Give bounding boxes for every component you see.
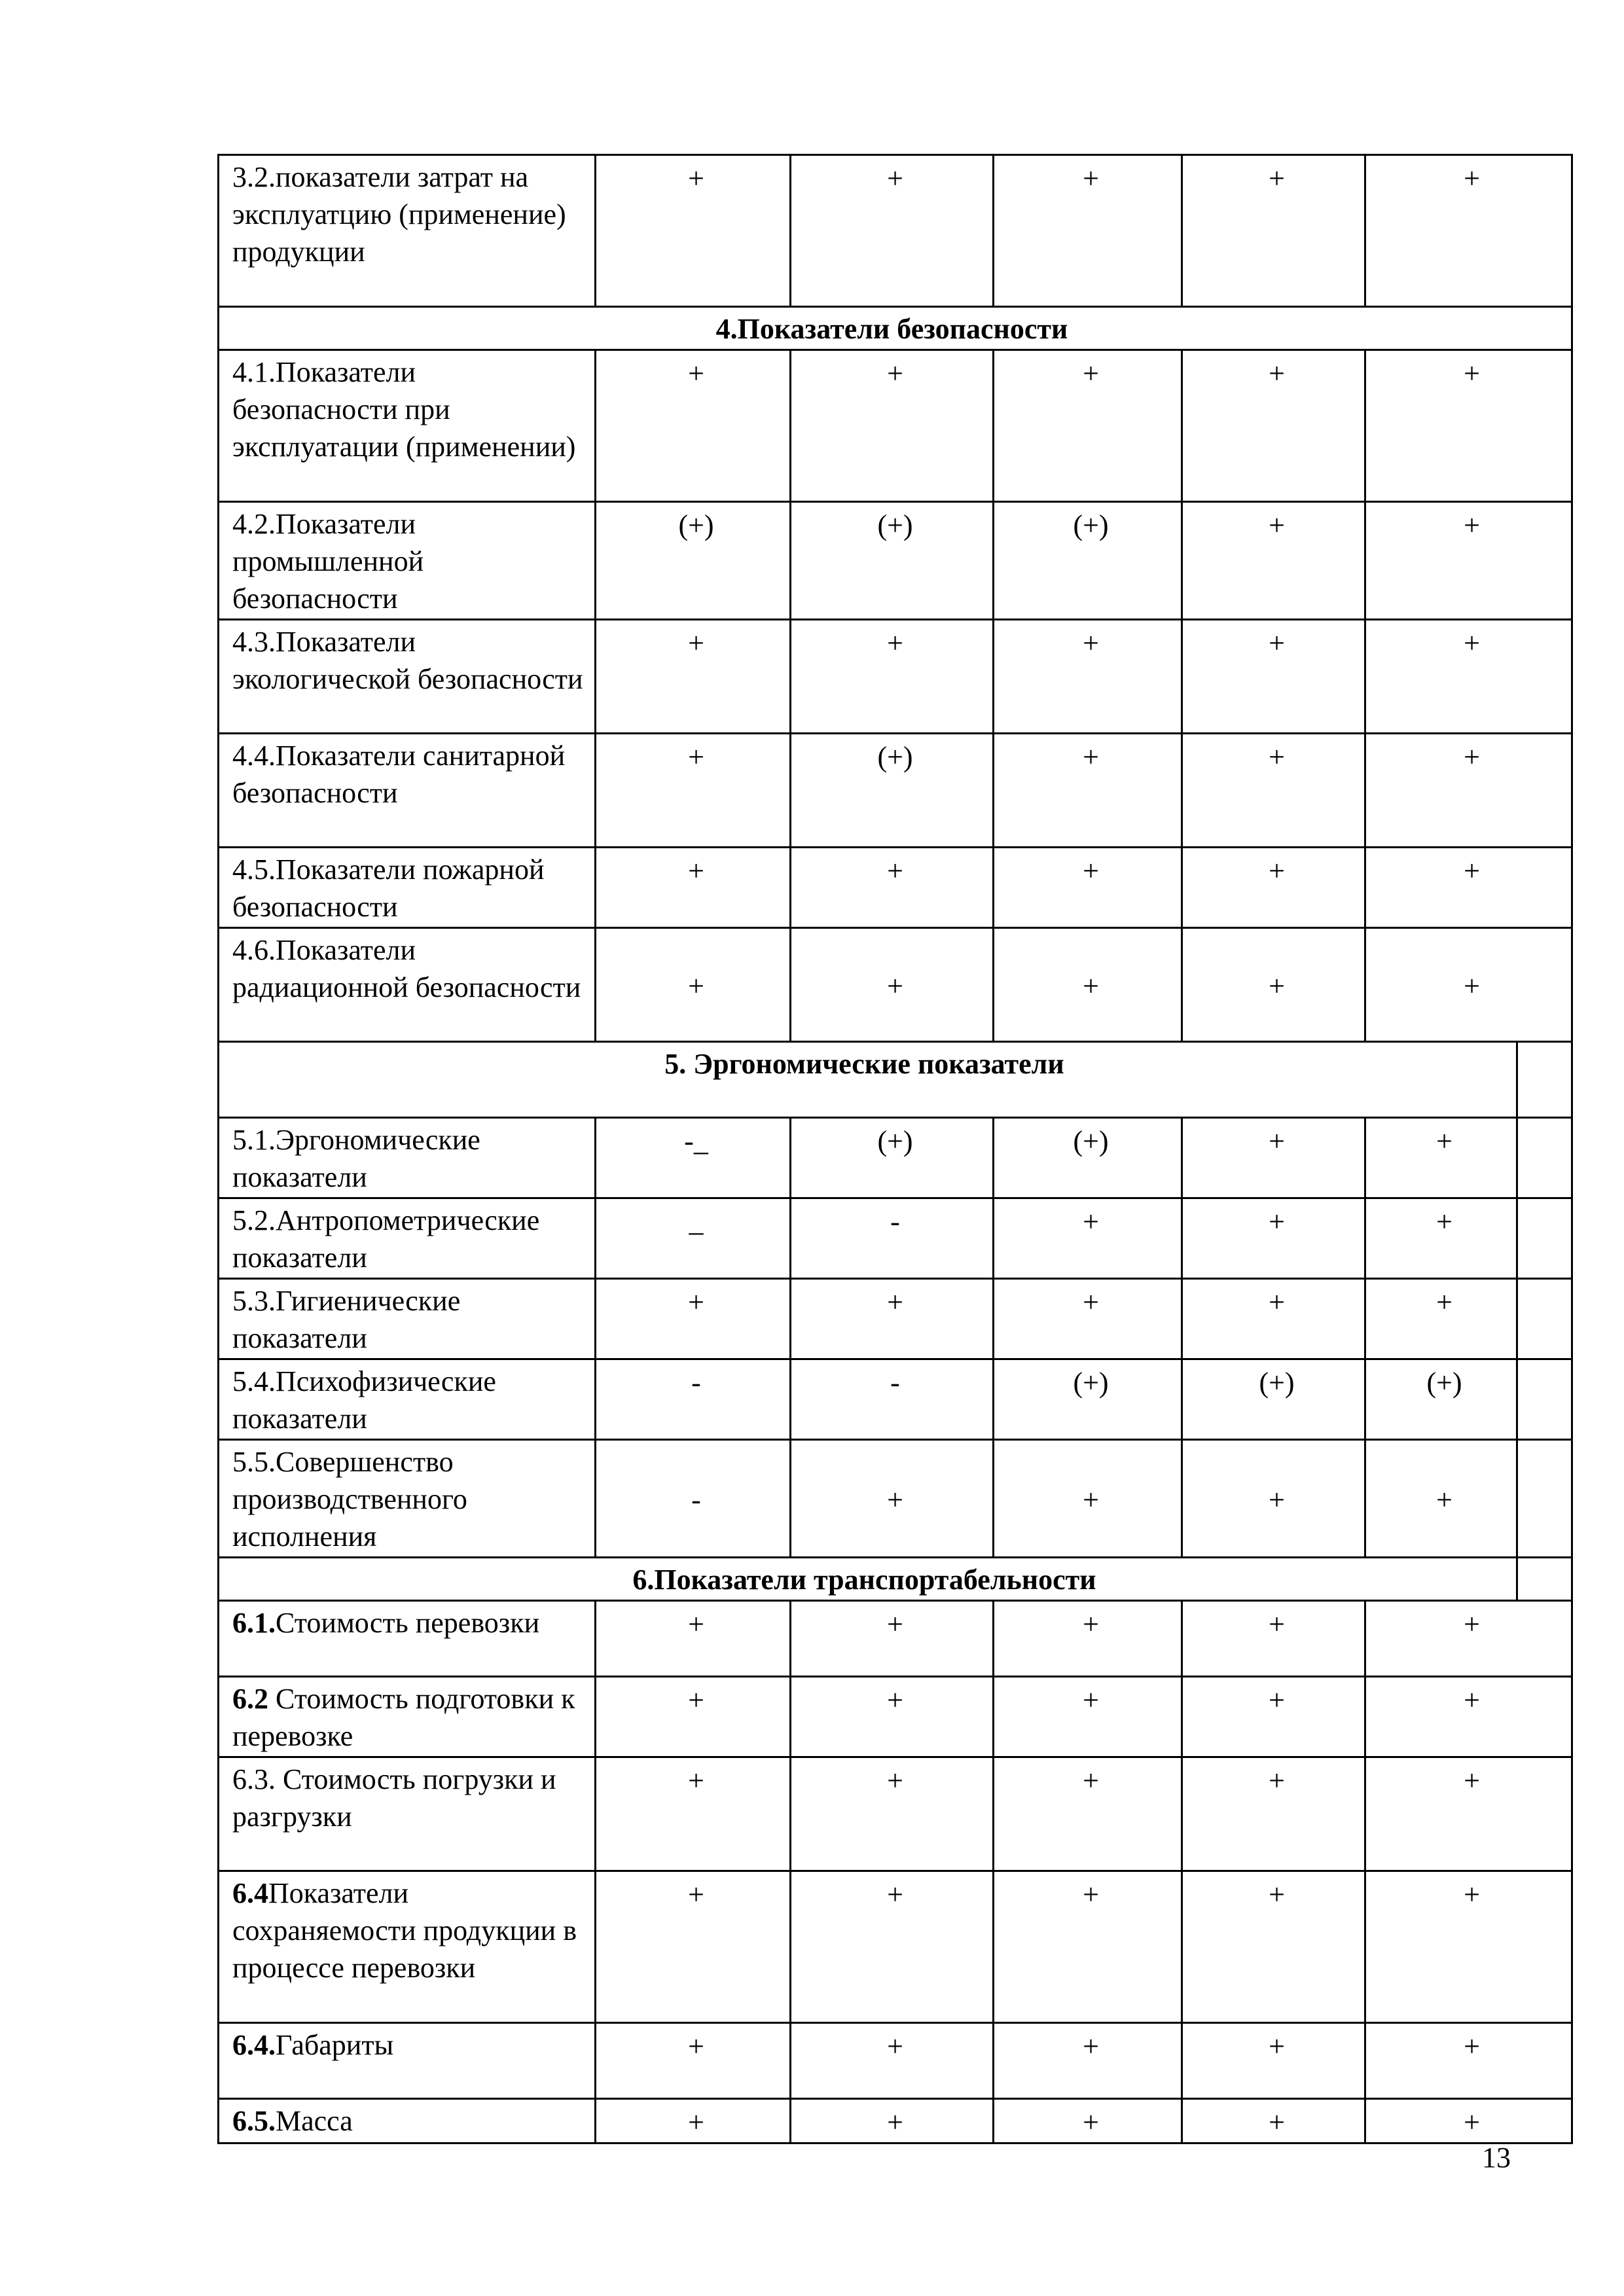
mark-cell: - — [596, 1440, 791, 1558]
row-label-text: 5.1.Эргономические показатели — [232, 1124, 480, 1193]
table-row — [219, 155, 1572, 307]
mark-cell: + — [596, 848, 791, 928]
mark-cell: + — [994, 1198, 1182, 1279]
row-label — [219, 1359, 596, 1440]
mark-cell: + — [791, 928, 994, 1042]
mark-cell: + — [1182, 1871, 1365, 2023]
mark-cell: (+) — [994, 1359, 1182, 1440]
row-label — [219, 1601, 596, 1677]
row-label-text: Масса — [276, 2105, 353, 2137]
table-row — [219, 502, 1572, 620]
section-heading: 6.Показатели транспортабельности — [219, 1558, 1517, 1601]
mark-cell: + — [596, 1757, 791, 1871]
mark-cell: + — [1182, 2023, 1365, 2099]
mark-cell: + — [596, 1871, 791, 2023]
mark-cell: + — [994, 734, 1182, 848]
table-row — [219, 1440, 1572, 1558]
row-label-text: Габариты — [276, 2029, 394, 2061]
mark-cell: + — [1182, 1440, 1365, 1558]
mark-cell: + — [596, 1279, 791, 1359]
section-heading: 4.Показатели безопасности — [219, 307, 1572, 350]
row-label — [219, 2023, 596, 2099]
section-row — [219, 307, 1572, 350]
mark-cell: + — [994, 1757, 1182, 1871]
mark-cell: + — [791, 350, 994, 502]
row-label — [219, 734, 596, 848]
mark-cell: + — [1182, 1118, 1365, 1198]
row-label — [219, 502, 596, 620]
mark-cell: + — [791, 1279, 994, 1359]
mark-cell: + — [1182, 1757, 1365, 1871]
mark-cell: + — [994, 2023, 1182, 2099]
row-label-text: 4.1.Показатели безопасности при эксплуатации (применении) — [232, 356, 576, 463]
table-row — [219, 1118, 1572, 1198]
row-label — [219, 1757, 596, 1871]
mark-cell: + — [596, 1601, 791, 1677]
indicators-table — [217, 154, 1573, 2144]
mark-cell: + — [1182, 848, 1365, 928]
row-label — [219, 155, 596, 307]
row-label — [219, 1871, 596, 2023]
mark-cell: + — [1365, 1279, 1517, 1359]
section-heading: 5. Эргономические показатели — [219, 1042, 1517, 1118]
table-row — [219, 2023, 1572, 2099]
mark-cell: + — [1365, 2099, 1572, 2144]
mark-cell: + — [1365, 1677, 1572, 1757]
mark-cell: (+) — [1182, 1359, 1365, 1440]
table-row — [219, 1677, 1572, 1757]
table-row — [219, 2099, 1572, 2144]
mark-cell: + — [1182, 1198, 1365, 1279]
row-label-text: 4.3.Показатели экологической безопасности — [232, 626, 583, 695]
row-label-text: Стоимость подготовки к перевозке — [232, 1683, 575, 1752]
mark-cell: + — [1182, 1677, 1365, 1757]
mark-cell: + — [1182, 350, 1365, 502]
row-label-text: 5.4.Психофизические показатели — [232, 1365, 496, 1435]
mark-cell: + — [1365, 155, 1572, 307]
mark-cell: (+) — [791, 1118, 994, 1198]
mark-cell: + — [596, 350, 791, 502]
mark-cell: (+) — [994, 502, 1182, 620]
mark-cell: + — [1365, 350, 1572, 502]
row-label-text: 4.4.Показатели санитарной безопасности — [232, 740, 566, 809]
mark-cell: + — [596, 2023, 791, 2099]
extra-cell — [1517, 1042, 1572, 1118]
row-label — [219, 928, 596, 1042]
mark-cell: - — [791, 1359, 994, 1440]
row-label-text: 4.6.Показатели радиационной безопасности — [232, 934, 581, 1003]
mark-cell: + — [791, 620, 994, 734]
mark-cell: + — [596, 620, 791, 734]
mark-cell: + — [994, 1279, 1182, 1359]
mark-cell: + — [994, 1601, 1182, 1677]
extra-cell — [1517, 1198, 1572, 1279]
mark-cell: (+) — [596, 502, 791, 620]
extra-cell — [1517, 1279, 1572, 1359]
table-row — [219, 734, 1572, 848]
mark-cell: - — [596, 1359, 791, 1440]
mark-cell: + — [994, 1440, 1182, 1558]
row-label — [219, 620, 596, 734]
mark-cell: + — [596, 2099, 791, 2144]
mark-cell: + — [596, 928, 791, 1042]
mark-cell: + — [1365, 928, 1572, 1042]
extra-cell — [1517, 1118, 1572, 1198]
mark-cell: + — [1182, 1601, 1365, 1677]
mark-cell: + — [1365, 848, 1572, 928]
row-label — [219, 1677, 596, 1757]
mark-cell: + — [994, 928, 1182, 1042]
table-body — [219, 155, 1572, 2144]
mark-cell: - — [791, 1198, 994, 1279]
mark-cell: + — [791, 1440, 994, 1558]
mark-cell: + — [1182, 2099, 1365, 2144]
row-label — [219, 1118, 596, 1198]
mark-cell: + — [994, 1871, 1182, 2023]
row-label — [219, 1279, 596, 1359]
mark-cell: + — [1365, 1757, 1572, 1871]
row-label-text: 3.2.показатели затрат на эксплуатцию (применение) продукции — [232, 161, 566, 268]
table-row — [219, 1198, 1572, 1279]
mark-cell: _ — [596, 1198, 791, 1279]
mark-cell: -_ — [596, 1118, 791, 1198]
table-row — [219, 1601, 1572, 1677]
mark-cell: + — [1182, 1279, 1365, 1359]
mark-cell: + — [994, 848, 1182, 928]
mark-cell: (+) — [791, 734, 994, 848]
mark-cell: + — [1182, 155, 1365, 307]
mark-cell: + — [596, 1677, 791, 1757]
mark-cell: + — [1365, 1871, 1572, 2023]
mark-cell: + — [1365, 1118, 1517, 1198]
row-label — [219, 350, 596, 502]
mark-cell: + — [791, 2023, 994, 2099]
table-row — [219, 620, 1572, 734]
mark-cell: + — [791, 1677, 994, 1757]
mark-cell: + — [791, 1601, 994, 1677]
extra-cell — [1517, 1440, 1572, 1558]
mark-cell: + — [1182, 928, 1365, 1042]
row-label — [219, 848, 596, 928]
mark-cell: + — [994, 155, 1182, 307]
row-label-text: 4.2.Показатели промышленной безопасности — [232, 508, 424, 615]
row-label-text: Показатели сохраняемости продукции в процессе перевозки — [232, 1877, 577, 1984]
mark-cell: + — [791, 155, 994, 307]
mark-cell: (+) — [994, 1118, 1182, 1198]
table-row — [219, 1871, 1572, 2023]
row-label — [219, 1198, 596, 1279]
row-number: 6.1. — [232, 1607, 276, 1639]
mark-cell: + — [994, 350, 1182, 502]
mark-cell: + — [994, 1677, 1182, 1757]
row-label — [219, 1440, 596, 1558]
mark-cell: + — [1365, 1440, 1517, 1558]
table-row — [219, 1359, 1572, 1440]
mark-cell: + — [791, 848, 994, 928]
mark-cell: + — [1182, 734, 1365, 848]
mark-cell: + — [596, 734, 791, 848]
row-number: 6.4. — [232, 2029, 276, 2061]
table-row — [219, 848, 1572, 928]
table-row — [219, 350, 1572, 502]
row-label-text: 5.3.Гигиенические показатели — [232, 1285, 461, 1354]
mark-cell: + — [994, 2099, 1182, 2144]
mark-cell: + — [791, 2099, 994, 2144]
mark-cell: + — [791, 1871, 994, 2023]
mark-cell: + — [1365, 734, 1572, 848]
mark-cell: + — [1365, 620, 1572, 734]
mark-cell: + — [1365, 1601, 1572, 1677]
row-label-text: 6.3. Стоимость погрузки и разгрузки — [232, 1763, 556, 1833]
row-label-text: 4.5.Показатели пожарной безопасности — [232, 853, 545, 923]
row-label-text: 5.2.Антропометрические показатели — [232, 1204, 540, 1274]
extra-cell — [1517, 1558, 1572, 1601]
section-row — [219, 1558, 1572, 1601]
table-row — [219, 1279, 1572, 1359]
page-number: 13 — [1482, 2142, 1511, 2174]
mark-cell: (+) — [1365, 1359, 1517, 1440]
mark-cell: + — [994, 620, 1182, 734]
row-number: 6.2 — [232, 1683, 268, 1715]
mark-cell: + — [791, 1757, 994, 1871]
section-row — [219, 1042, 1572, 1118]
mark-cell: + — [596, 155, 791, 307]
extra-cell — [1517, 1359, 1572, 1440]
mark-cell: + — [1365, 2023, 1572, 2099]
mark-cell: + — [1182, 502, 1365, 620]
table-row — [219, 928, 1572, 1042]
mark-cell: (+) — [791, 502, 994, 620]
row-number: 6.5. — [232, 2105, 276, 2137]
mark-cell: + — [1182, 620, 1365, 734]
table-row — [219, 1757, 1572, 1871]
row-label — [219, 2099, 596, 2144]
row-label-text: 5.5.Совершенство производственного исполнения — [232, 1446, 467, 1552]
mark-cell: + — [1365, 1198, 1517, 1279]
row-label-text: Стоимость перевозки — [276, 1607, 540, 1639]
row-number: 6.4 — [232, 1877, 268, 1909]
mark-cell: + — [1365, 502, 1572, 620]
